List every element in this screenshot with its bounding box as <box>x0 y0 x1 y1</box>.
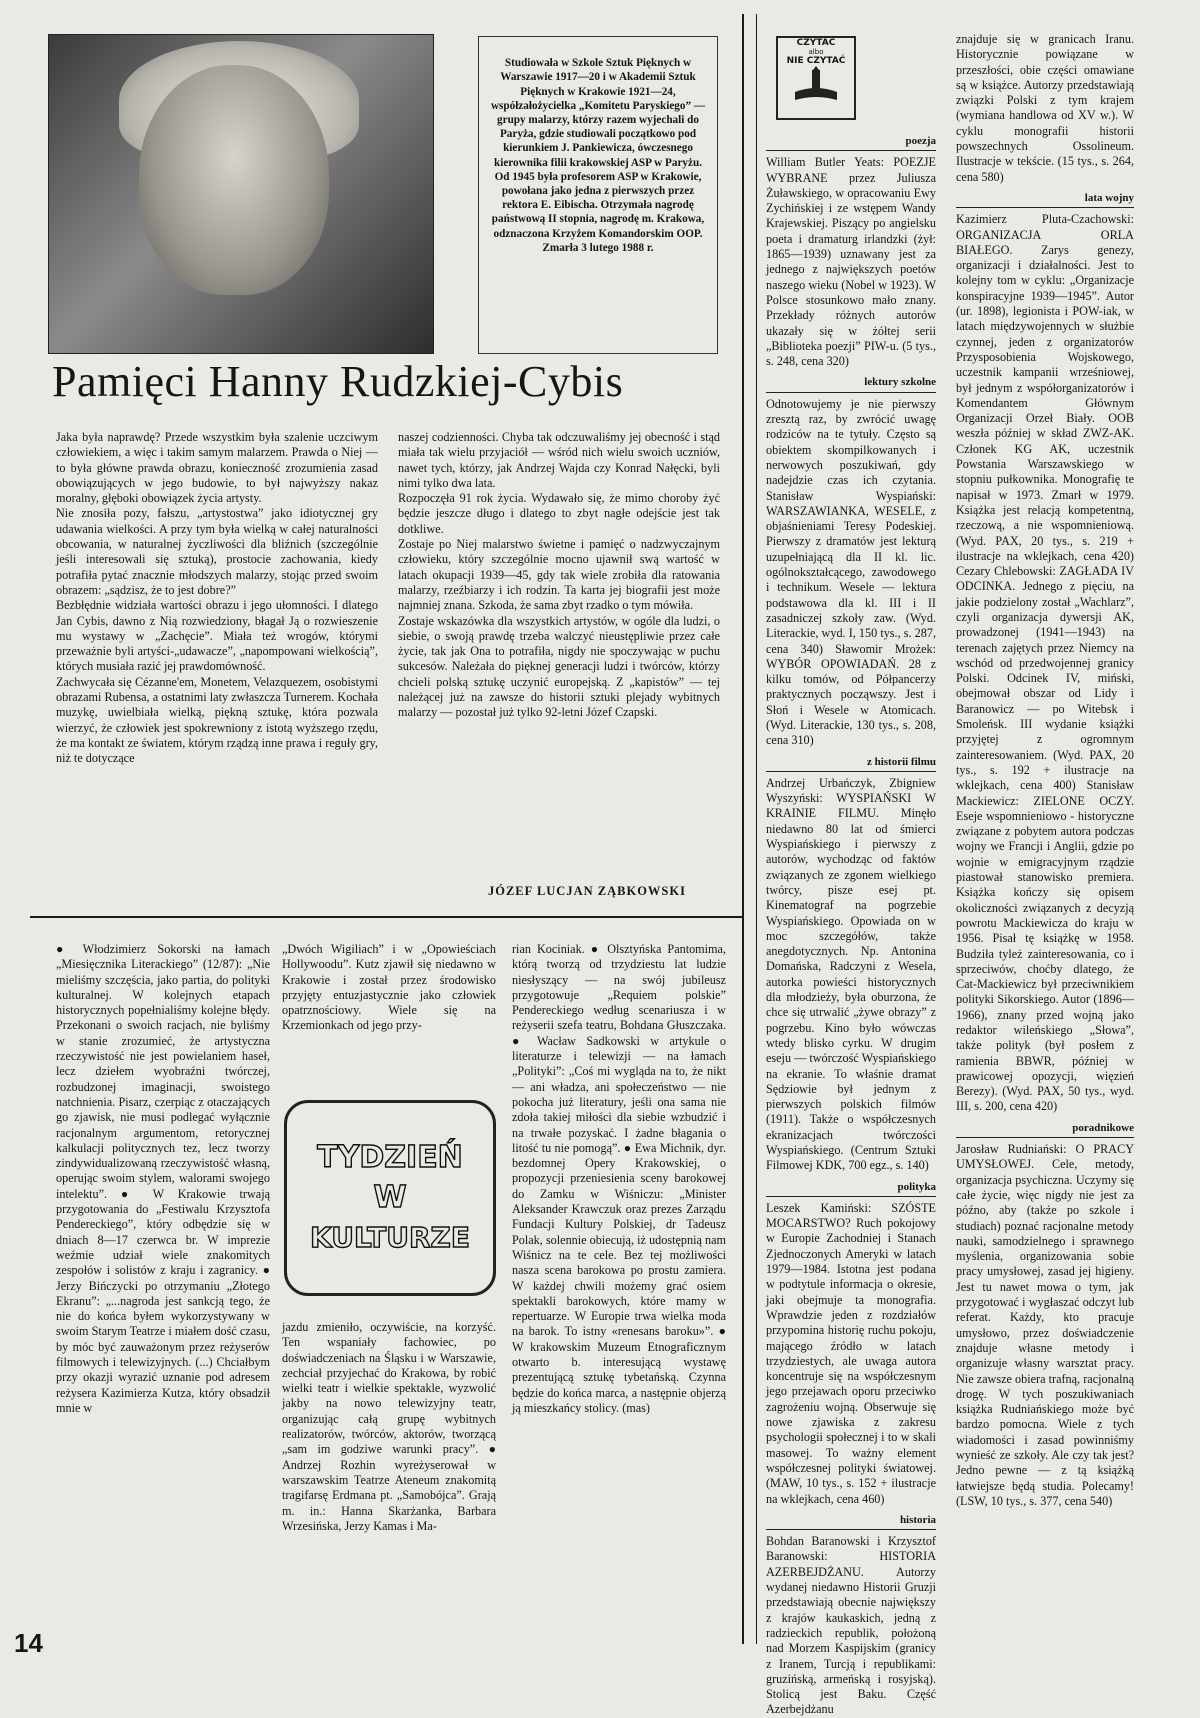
logo-word: TYDZIEŃ <box>317 1140 463 1175</box>
review-text: znajduje się w granicach Iranu. Historycznie powiązane w przeszłości, obie części omawiane są w książce. Autorzy przedstawiają związki Polski z tym krajem (wymiana handlowa od XV w.). W cyklu monografii historii powszechnych Ossolineum. Ilustracje w tekście. (15 tys., s. 264, cena 580) <box>956 32 1134 184</box>
page-number: 14 <box>14 1628 43 1658</box>
candle-book-icon <box>791 66 841 102</box>
tydzien-col3: rian Kociniak. ● Olsztyńska Pantomima, którą tworzą od trzydziestu lat ludzie niesłyszący — na swój jubileusz przygotowuje „Requiem polskie” Pendereckiego według scenariusza i w reżyserii szefa teatru, Bohdana Głuszczaka. ● Wacław Sadkowski w artykule o literaturze i telewizji — na łamach „Polityki”: „Coś mi wygląda na to, że nikt — ani władza, ani społeczeństwo — nie pokocha już literatury, jeśli ona sama nie zdoła takiej miłości dla siebie wzbudzić i na trwałe pozyskać. I żadne błagania o litość tu nie pomogą”. ● Ewa Michnik, dyr. bezdomnej Opery Krakowskiej, o propozycji przeniesienia sceny barokowej do Zamku w Wiśniczu: „Minister Aleksander Krawczuk oraz prezes Zarządu Fundacji Kultury Polskiej, dr Tadeusz Polak, solennie obiecują, iż udostępnią nam Wiśnicz na te cele. Bez tej możliwości nasza scena barokowa po prostu zamiera. W każdej chwili możemy grać osiem spektakli barokowych, które mamy w repertuarze. W Europie trwa wielka moda na barok. To istny «renesans baroku»”. ● W krakowskim Muzeum Etnograficznym otwarto b. interesującą wystawę prezentującą sztukę tybetańską. Czynna będzie do końca marca, a następnie objerzą ją mieszkańcy stolicy. (mas) <box>512 942 726 1415</box>
logo-word: KULTURZE <box>310 1221 470 1254</box>
article-title: Pamięci Hanny Rudzkiej-Cybis <box>52 357 624 406</box>
logo-word: NIE CZYTAĆ <box>786 56 846 66</box>
tydzien-col2-top: „Dwóch Wigiliach” i w „Opowieściach Hollywoodu”. Kutz zjawił się niedawno w Krakowie i został przez środowisko przyjęty entuzjastycznie jako człowiek opatrznościowy. Wiele się na Krzemionkach od jego przy- <box>282 942 496 1033</box>
article-col2 <box>398 430 720 721</box>
section-heading: polityka <box>766 1180 936 1197</box>
portrait-face <box>139 65 329 295</box>
review-text: Kazimierz Pluta-Czachowski: ORGANIZACJA ORLA BIAŁEGO. Zarys genezy, organizacji i działalności. Jest to kolejny tom w cyklu: „Organizacje konspiracyjne 1939—1945”. Autor (ur. 1898), legionista i POW-iak, w latach międzywojennych w służbie czynnej, jeden z organizatorów Przysposobienia Wojskowego, uczestnik kampanii wrześniowej, był jednym z współorganizatorów i Komendantem Głównym Organizacji Orzeł Biały. OOB weszła później w skład ZWZ-AK. Członek KG AK, uczestnik Powstania Warszawskiego w stopniu pułkownika. Monografię te napisał w 1973. Zmarł w 1979. Książka jest relacją kompetentną, rzeczową, a nie wspomnieniową. (Wyd. PAX, 20 tys., s. 219 + ilustracje na wklejkach, cena 420) Cezary Chlebowski: ZAGŁADA IV ODCINKA. Jednego z pięciu, na jakie podzielony został „Wachlarz”, czyli organizacja dywersji AK, prowadzonej (1941—1943) na terenach zajętych przez Niemcy na wschód od przedwojennej granicy Polski. Odcinek IV, miński, obejmował obszar od Lidy i Baranowicz — po Witebsk i Smoleńsk. III wydanie książki przyjętej z ogromnym zainteresowaniem. (Wyd. PAX, 20 tys., s. 192 + ilustracje na wklejkach, cena 400) Stanisław Mackiewicz: ZIELONE OCZY. Eseje wspomnieniowo - historyczne związane z pobytem autora podczas wojny we Francji i Anglii, gdzie po wojnie w emigracyjnym rządzie piastował stanowisko premiera. Książka kończy się opisem okoliczności związanych z decyzją powrotu Mackiewicza do kraju w 1956. Pisał tę książkę w 1958. Budziła tyleż zainteresowania, co i sprzeciwów, choćby dlatego, że Cat-Mackiewicz był przeciwnikiem polityki Sikorskiego. Autor (1896—1966), znany przed wojną jako redaktor wileńskiego „Słowa”, także polityk (był posłem z ramienia BBWR, później w prawicowej opozycji, więzień Berezy). (Wyd. PAX, 50 tys., wyd. III, s. 200, cena 420) <box>956 212 1134 1114</box>
section-divider <box>30 916 742 918</box>
caption-box <box>478 36 718 354</box>
section-heading: poradnikowe <box>956 1121 1134 1138</box>
section-heading: lektury szkolne <box>766 375 936 392</box>
logo-word: albo <box>808 48 824 56</box>
czytac-col2 <box>956 32 1134 1509</box>
article-paragraph: Nie znosiła pozy, fałszu, „artystostwa” jako idiotycznej gry udawania wielkości. A przy tym była wielką w całej naturalności obcowania, w naturalnej życzliwości dla bliźnich (szczególnie jeśli interesowali się sztuką), prostocie zachowania, kiedy potrafiła pytać znacznie młodszych malarzy, stojąc przed swoim obrazem: „sądzisz, że to jest dobre?” <box>56 506 378 597</box>
review-text: Andrzej Urbańczyk, Zbigniew Wyszyński: WYSPIAŃSKI W KRAINIE FILMU. Minęło niedawno 80 lat od śmierci Wyspiańskiego i pierwszy z autorów, wychodząc od faktów związanych ze zgonem wielkiego twórcy, pisze esej pt. Kinematograf na pogrzebie Wyspiańskiego. Opowiada on w moc szczegółów, także anegdotycznych. Np. Antonina Domańska, Radczyni z Wesela, autorka powieści historycznych dla młodzieży, była oburzona, że chce się utrwalić „żywe obrazy” z pogrzebu. Kino było wówczas wtedy blisko cyrku. W drugim eseju — twórczość Wyspiańskiego na ekranie. To właśnie dramat Sędziowie był jednym z pierwszych polskich filmów (1911). Także o współczesnych ekranizacjach twórczości Wyspiańskiego. (Centrum Sztuki Filmowej KDK, 700 egz., s. 140) <box>766 775 936 1173</box>
article-paragraph: Zachwycała się Cézanne'em, Monetem, Velazquezem, osobistymi obrazami Rubensa, a ostatnimi laty zwłaszcza Turnerem. Kochała muzykę, uwielbiała wielką, piękną sztukę, która pozwala wierzyć, że człowiek jest spokrewniony z istotą wyższego rzędu, że ma kontakt ze światem, którym rządzą inne prawa i reguły gry, niż te dotyczące <box>56 674 378 766</box>
review-text: Jarosław Rudniański: O PRACY UMYSŁOWEJ. Cele, metody, organizacja psychiczna. Uczymy się całe życie, więc nigdy nie jest za późno, aby (także po szkole i studiach) poznać racjonalne metody nauki, samodzielnego i sprawnego myślenia, organizowania sobie pracy umysłowej, zasad jej higieny. Jest tu nawet mowa o tym, jak przygotować i wygłaszać odczyt lub referat. Każdy, kto pracuje umysłowo, przez doświadczenie znajduje własne metody i organizuje własny warsztat pracy. Nie zawsze obiera trafną, racjonalną drogę. W tych poszukiwaniach książka Rudniańskiego może być bardzo pomocna. Wiele z tych wiadomości i zasad powinniśmy wynieść ze szkoły. Ale czy tak jest? Jedno pewne — z tą książką łatwiejsze będą studia. Polecamy! (LSW, 10 tys., s. 377, cena 540) <box>956 1142 1134 1508</box>
review-text: Bohdan Baranowski i Krzysztof Baranowski: HISTORIA AZERBEJDŻANU. Autorzy wydanej niedawno Historii Gruzji przedstawiają obecnie największy z krajów kaukaskich, jedną z radzieckich republik, położoną nad Morzem Kaspijskim (granicy z Iranem, Turcją i republikami: gruzińską, armeńską i rosyjską). Stolicą jest Baku. Część Azerbejdżanu <box>766 1534 936 1717</box>
caption-text: Studiowała w Szkole Sztuk Pięknych w Warszawie 1917—20 i w Akademii Sztuk Pięknych w Krakowie 1921—24, współzałożycielka „Komitetu Paryskiego” — grupy malarzy, którzy razem wyjechali do Paryża, gdzie studiowali początkowo pod kierunkiem J. Pankiewicza, ówczesnego kierownika filii krakowskiej ASP w Paryżu. Od 1945 była profesorem ASP w Krakowie, powołana jako jedna z pierwszych przez rektora E. Eibischa. Otrzymała nagrodę państwową II stopnia, nagrodę m. Krakowa, odznaczona Krzyżem Komandorskim OOP. Zmarła 3 lutego 1988 r. <box>490 57 706 254</box>
column-divider <box>742 14 744 1644</box>
section-heading: poezja <box>766 134 936 151</box>
article-paragraph: Rozpoczęła 91 rok życia. Wydawało się, że mimo choroby żyć będzie jeszcze długo i dlatego to zbyt nagłe odejście jest tak dotkliwe. <box>398 491 720 536</box>
czytac-logo <box>776 36 856 120</box>
column-divider <box>756 14 757 1644</box>
article-paragraph: Jaka była naprawdę? Przede wszystkim była szalenie uczciwym człowiekiem, a więc i takim samym malarzem. Prawda o Niej — to była główne prawda obrazu, konieczność zrozumienia zasad obowiązujących w jego budowie, to był najwyższy nakaz moralny, głęboki obowiązek życia artysty. <box>56 430 378 506</box>
article-col1 <box>56 430 378 767</box>
review-text: Odnotowujemy je nie pierwszy zresztą raz, by zwrócić uwagę rodziców na te tytuły. Często są obiektem skompilkowanych i nerwowych poszukiwań, gdy nadejdzie czas ich czytania. Stanisław Wyspiański: WARSZAWIANKA, WESELE, z objaśnieniami Teresy Podeskiej. Pierwszy z dramatów jest lekturą uzupełniającą dla II kl. lic. ogólnokształcącego, zawodowego i technikum. Wesele — lektura podstawowa dla kl. III i II zasadniczej szkoły zaw. (Wyd. Literackie, wyd. I, 150 tys., s. 287, cena 340) Sławomir Mrożek: WYBÓR OPOWIADAŃ. 28 z kilku tomów, od Półpancerzy praktycznych począwszy. Jest i Słoń i Wesele w Atomicach. (Wyd. Literackie, 130 tys., s. 208, cena 310) <box>766 396 936 748</box>
tydzien-logo <box>284 1100 496 1296</box>
article-signature: JÓZEF LUCJAN ZĄBKOWSKI <box>488 884 686 898</box>
portrait-photo <box>48 34 434 354</box>
logo-word: CZYTAĆ <box>796 38 836 48</box>
czytac-col1 <box>766 128 936 1718</box>
review-text: Leszek Kamiński: SZÓSTE MOCARSTWO? Ruch pokojowy w Europie Zachodniej i Stanach Zjednoczonych Ameryki w latach 1979—1984. Istotna jest podana w podtytule informacja o okresie, jaki obejmuje ta monografia. Wprawdzie jeden z rozdziałów przypomina historię ruchu pokoju, mającego źródło w latach trzydziestych, ale uwaga autora koncentruje się na współczesnym jego przejawach oporu przeciwko zagrożeniu wojną. Obserwuje się nowe zjawiska z zakresu psychologii społecznej i to w skali masowej. To ważny element współczesnej polityki światowej. (MAW, 10 tys., s. 152 + ilustracje na wklejkach, cena 460) <box>766 1200 936 1506</box>
tydzien-col1: ● Włodzimierz Sokorski na łamach „Miesięcznika Literackiego” (12/87): „Nie mieliśmy szczęścia, jako partia, do polityki kulturalnej. W kolejnych etapach historycznych popełnialiśmy kolejne błędy. Przekonani o swoich racjach, nie byliśmy w stanie zrozumieć, że artystyczna rzeczywistość nie jest powielaniem haseł, lecz dziełem wyobraźni twórczej, rozbudzonej imaginacji, swoistego natchnienia. Pisarz, czerpiąc z otaczających go zjawisk, nie musi podlegać wyłącznie racjonalnym argumentom, retorycznej kalkulacji politycznych tez, lecz tworzy zindywidualizowaną rzeczywistość własną, operując swoim stylem, walorami swojego intelektu”. ● W Krakowie trwają przygotowania do „Festiwalu Krzysztofa Pendereckiego”, który odbędzie się w dniach 8—17 czerwca br. W imprezie weźmie udział wiele znakomitych zespołów i solistów z kraju i zagranicy. ● Jerzy Bińczycki po otrzymaniu „Złotego Ekranu”: „...nagroda jest sankcją tego, że nie do końca byłem wykorzystywany w swoim Starym Teatrze i miałem dość czasu, by móc być zauważonym przez reżyserów filmowych i telewizyjnych. (...) Chciałbym przy okazji wyrazić uznanie pod adresem reżysera Kazimierza Kutza, który obsadził mnie w <box>56 942 270 1415</box>
review-text: William Butler Yeats: POEZJE WYBRANE przez Juliusza Żuławskiego, w opracowaniu Ewy Zychińskiej i ze wstępem Wandy Krajewskiej. Piszący po angielsku poeta i dramaturg irlandzki (żył: 1865—1939) uznawany jest za jednego z największych poetów naszego wieku (Nobel w 1923). W Polsce stosunkowo mało znany. Przekłady różnych autorów ukazały się w żółtej serii „Biblioteka poezji” PIW-u. (5 tys., s. 248, cena 320) <box>766 155 936 369</box>
section-heading: lata wojny <box>956 191 1134 208</box>
article-paragraph: Zostaje po Niej malarstwo świetne i pamięć o nadzwyczajnym człowieku, który szczególnie mocno ujawnił swą wartość w latach okupacji 1939—45, gdy tak wiele zrobiła dla ratowania malarzy, rzeźbiarzy i ich rodzin. Ta karta jej biografii jest może najmniej znana. Szkoda, że sama zbyt rzadko o tym mówiła. <box>398 537 720 613</box>
article-paragraph: Bezbłędnie widziała wartości obrazu i jego ułomności. I dlatego Jan Cybis, dawno z Nią rozwiedziony, błagał Ją o rozwieszenie mu wystawy w „Zachęcie”. Miała też wrogów, którymi przeważnie byli artyści-„udawacze”, „napompowani wielkością”, których musiała razić jej prawdomówność. <box>56 598 378 674</box>
article-paragraph: Zostaje wskazówka dla wszystkich artystów, w ogóle dla ludzi, o siebie, o swoją prawdę trzeba walczyć nieustępliwie przez całe życie, tak jak Ona to potrafiła, nigdy nie spoczywając w puchu sukcesów. Należała do pięknej generacji ludzi i twórców, którzy chcieli polską sztukę uczynić europejską. Z „kapistów” — tej należącej już na zawsze do historii sztuki plejady wybitnych malarzy — pozostał już tylko 92-letni Józef Czapski. <box>398 613 720 720</box>
section-heading: z historii filmu <box>766 755 936 772</box>
section-heading: historia <box>766 1513 936 1530</box>
article-paragraph: naszej codzienności. Chyba tak odczuwaliśmy jej obecność i stąd miała tak wielu przyjaciół — wśród nich wielu swoich uczniów, nawet tych, którzy, jak Andrzej Wajda czy Konrad Nałęcki, byli nimi tylko dwa lata. <box>398 430 720 490</box>
logo-word: W <box>373 1180 407 1215</box>
tydzien-col2-bottom: jazdu zmieniło, oczywiście, na korzyść. Ten wspaniały fachowiec, po doświadczeniach na Śląsku i w Warszawie, zechciał przyjechać do Krakowa, by robić wielki teatr i wielkie spektakle, wyzwolić jakby na nowo telewizyjny teatr, organizując całą grupę wybitnych realizatorów, twórców, aktorów, tworzącą „sam im godziwe warunki pracy”. ● Andrzej Rozhin wyreżyserował w warszawskim Teatrze Ateneum znakomitą tragifarsę Erdmana pt. „Samobójca”. Grają m. in.: Hanna Skarżanka, Barbara Wrzesińska, Jerzy Kamas i Ma- <box>282 1320 496 1533</box>
